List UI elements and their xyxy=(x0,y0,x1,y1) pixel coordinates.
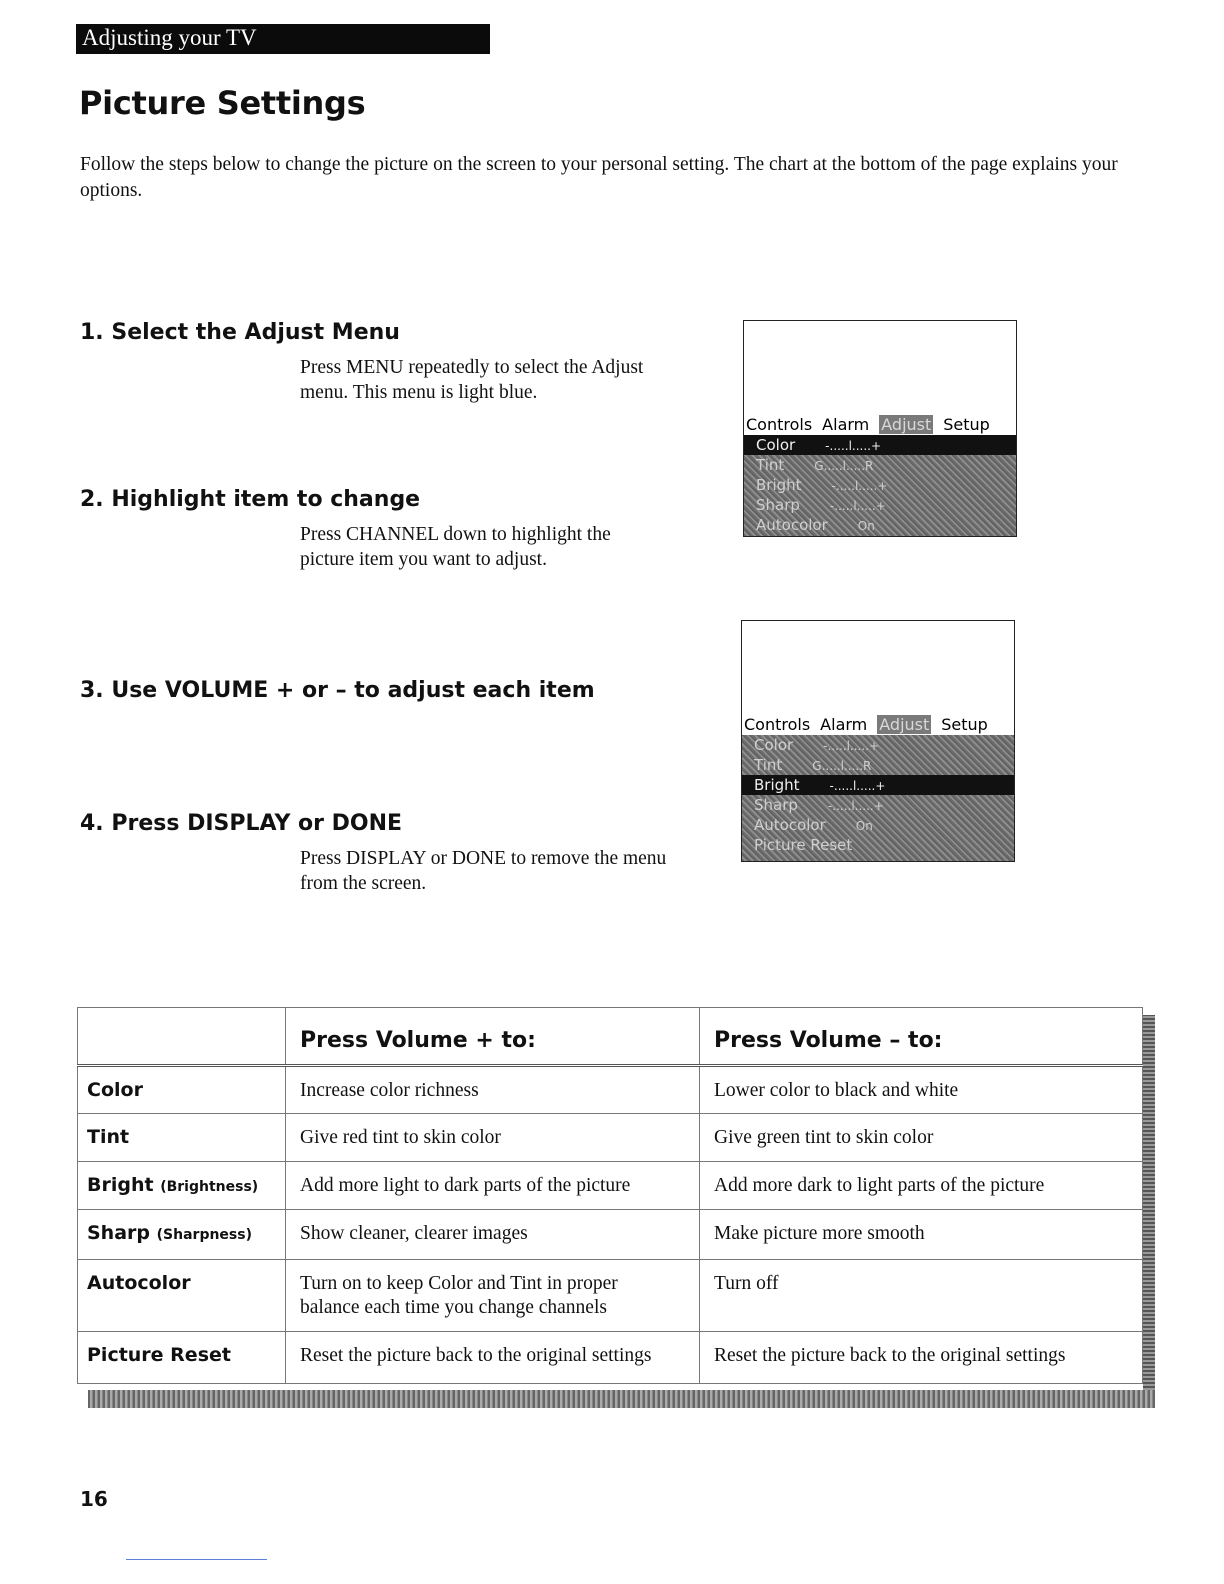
table-row xyxy=(78,1210,1143,1260)
step-heading: 3. Use VOLUME + or – to adjust each item xyxy=(80,678,595,703)
row-label: Bright (Brightness) xyxy=(78,1162,286,1210)
row-plus-text: Reset the picture back to the original settings xyxy=(286,1332,700,1384)
tv-menu-row: Tint G.....l.....R xyxy=(756,456,874,474)
row-plus-text: Turn on to keep Color and Tint in proper balance each time you change channels xyxy=(286,1260,700,1332)
table-header-empty xyxy=(78,1008,286,1066)
tv-tab-setup: Setup xyxy=(941,715,988,734)
row-plus-text: Add more light to dark parts of the picture xyxy=(286,1162,700,1210)
table-row xyxy=(78,1332,1143,1384)
table-row xyxy=(78,1066,1143,1114)
row-minus-text: Make picture more smooth xyxy=(700,1210,1143,1260)
row-minus-text: Turn off xyxy=(700,1260,1143,1332)
tv-menu-items xyxy=(742,735,1014,861)
tv-tab-controls: Controls xyxy=(746,415,813,434)
tv-tab-adjust: Adjust xyxy=(881,415,932,434)
tv-menu-tabs xyxy=(746,415,1000,434)
row-label: Color xyxy=(78,1066,286,1114)
step-heading: 1. Select the Adjust Menu xyxy=(80,320,400,345)
table-row xyxy=(78,1260,1143,1332)
tv-menu-row: Color -.....l.....+ xyxy=(744,435,1016,455)
step-2 xyxy=(80,487,611,570)
tv-menu-row: Picture Reset xyxy=(754,836,853,854)
tv-menu-row: Tint G.....l.....R xyxy=(754,756,872,774)
row-label: Autocolor xyxy=(78,1260,286,1332)
table-header-volume-plus: Press Volume + to: xyxy=(286,1008,700,1066)
section-header-bar xyxy=(76,24,490,54)
step-1 xyxy=(80,320,644,403)
tv-menu-row: Sharp -.....l.....+ xyxy=(754,796,884,814)
tv-menu-items xyxy=(744,435,1016,536)
step-description: Press DISPLAY or DONE to remove the menu from the screen. xyxy=(300,848,667,894)
step-4 xyxy=(80,811,667,894)
table-shadow-bottom xyxy=(88,1390,1155,1408)
footer-rule xyxy=(126,1559,267,1560)
row-label: Tint xyxy=(78,1114,286,1162)
row-label: Sharp (Sharpness) xyxy=(78,1210,286,1260)
tv-tab-alarm: Alarm xyxy=(822,415,870,434)
row-minus-text: Give green tint to skin color xyxy=(700,1114,1143,1162)
tv-menu-row: Bright -.....l.....+ xyxy=(742,775,1014,795)
tv-menu-row: Sharp -.....l.....+ xyxy=(756,496,886,514)
page-number: 16 xyxy=(80,1487,108,1511)
tv-menu-row: Autocolor On xyxy=(754,816,873,834)
tv-menu-tabs xyxy=(744,715,998,734)
step-heading: 2. Highlight item to change xyxy=(80,487,421,512)
tv-tab-adjust: Adjust xyxy=(879,715,930,734)
row-plus-text: Increase color richness xyxy=(286,1066,700,1114)
intro-paragraph: Follow the steps below to change the picture on the screen to your personal setting. The chart at the bottom of the page explains your options. xyxy=(80,154,1118,201)
row-minus-text: Lower color to black and white xyxy=(700,1066,1143,1114)
step-heading: 4. Press DISPLAY or DONE xyxy=(80,811,403,836)
row-minus-text: Add more dark to light parts of the picture xyxy=(700,1162,1143,1210)
row-minus-text: Reset the picture back to the original settings xyxy=(700,1332,1143,1384)
row-label: Picture Reset xyxy=(78,1332,286,1384)
table-shadow-right xyxy=(1143,1015,1155,1408)
page-title: Picture Settings xyxy=(79,84,366,122)
tv-menu-row: Autocolor On xyxy=(756,516,875,534)
tv-menu-screenshot-1 xyxy=(743,320,1017,537)
picture-settings-table xyxy=(77,1007,1143,1384)
row-plus-text: Give red tint to skin color xyxy=(286,1114,700,1162)
tv-menu-row: Color -.....l.....+ xyxy=(754,736,880,754)
section-header-text: Adjusting your TV xyxy=(82,25,257,50)
tv-tab-controls: Controls xyxy=(744,715,811,734)
step-description: Press CHANNEL down to highlight the picture item you want to adjust. xyxy=(300,524,611,570)
table-header-volume-minus: Press Volume – to: xyxy=(700,1008,1143,1066)
table-row xyxy=(78,1162,1143,1210)
step-3 xyxy=(80,678,595,703)
row-plus-text: Show cleaner, clearer images xyxy=(286,1210,700,1260)
table-row xyxy=(78,1114,1143,1162)
step-description: Press MENU repeatedly to select the Adjust menu. This menu is light blue. xyxy=(300,357,644,403)
tv-tab-alarm: Alarm xyxy=(820,715,868,734)
tv-menu-screenshot-2 xyxy=(741,620,1015,862)
tv-menu-row: Bright -.....l.....+ xyxy=(756,476,888,494)
tv-tab-setup: Setup xyxy=(943,415,990,434)
table-header-row xyxy=(78,1008,1143,1066)
